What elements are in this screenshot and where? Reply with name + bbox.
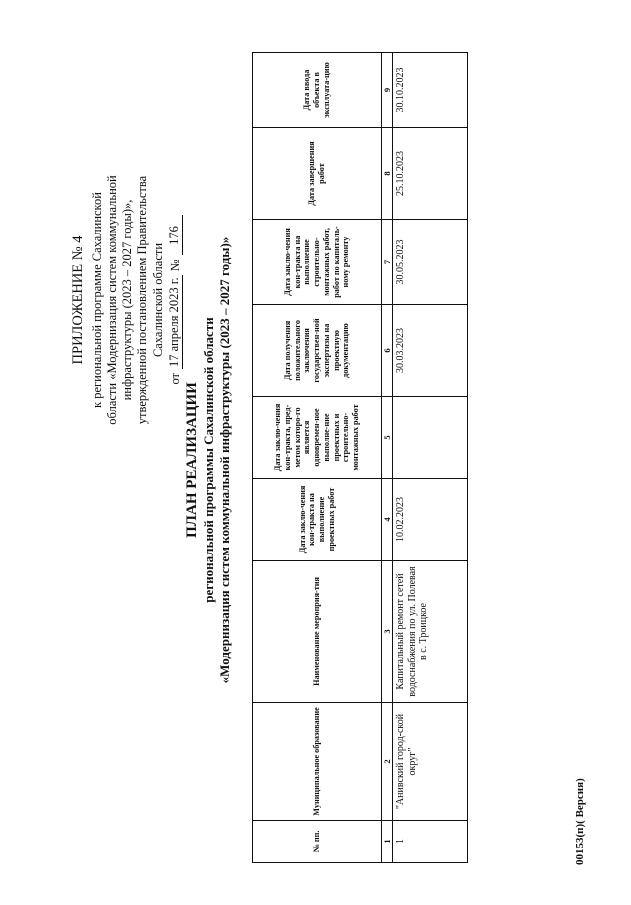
construction-contract-date-cell: 30.05.2023: [393, 220, 468, 305]
commissioning-date-cell: 30.10.2023: [393, 53, 468, 128]
column-number: 7: [382, 220, 393, 305]
header-cell: Муниципальное образование: [253, 703, 382, 821]
column-number: 5: [382, 397, 393, 479]
header-cell: Дата получения положительного заключения государствен-ной экспертизы на проектную документацию: [253, 305, 382, 397]
expertise-date-cell: 30.03.2023: [393, 305, 468, 397]
number-label: №: [167, 259, 182, 272]
decree-number: 176: [167, 215, 183, 255]
column-number: 4: [382, 479, 393, 561]
column-number-row: [382, 53, 393, 863]
table-row: [393, 53, 468, 863]
decree-date: 17 апреля 2023 г.: [167, 275, 183, 369]
row-number: 1: [393, 821, 468, 863]
implementation-plan-table: [252, 52, 468, 863]
header-cell: Дата заклю-чения кон-тракта, пред-метом которо-го является одновремен-ное выполне-ние проектных и строительно-монтажных работ: [253, 397, 382, 479]
appendix-block: [70, 175, 183, 425]
measure-name-cell: Капитальный ремонт сетей водоснабжения по ул. Полевая в с. Троицкое: [393, 561, 468, 703]
plan-title: [183, 165, 232, 755]
municipality-cell: "Анивский город-ской округ": [393, 703, 468, 821]
title-line-1: ПЛАН РЕАЛИЗАЦИИ: [184, 382, 200, 538]
document-code: 00153(п)( Версия): [574, 778, 586, 865]
title-line-2: региональной программы Сахалинской области: [201, 317, 216, 603]
header-cell: Дата заклю-чения кон-тракта на выполнение строительно-монтажных работ, работ по капиталь-ному ремонту: [253, 220, 382, 305]
combined-contract-date-cell: [393, 397, 468, 479]
appendix-body: к региональной программе Сахалинской области «Модернизация систем коммунальной инфраструктуры (2023 – 2027 годы)», утвержденной постановлением Правительства Сахалинской области: [89, 175, 165, 425]
appendix-heading: ПРИЛОЖЕНИЕ № 4: [70, 235, 86, 365]
title-line-3: «Модернизация систем коммунальной инфраструктуры (2023 – 2027 годы)»: [216, 236, 232, 684]
header-row: [253, 53, 382, 863]
column-number: 8: [382, 128, 393, 220]
column-number: 6: [382, 305, 393, 397]
completion-date-cell: 25.10.2023: [393, 128, 468, 220]
column-number: 9: [382, 53, 393, 128]
from-label: от: [167, 372, 182, 385]
header-cell: Дата ввода объекта в эксплуата-цию: [253, 53, 382, 128]
header-cell: Наименование мероприя-тия: [253, 561, 382, 703]
column-number: 3: [382, 561, 393, 703]
header-cell: № пп.: [253, 821, 382, 863]
design-contract-date-cell: 10.02.2023: [393, 479, 468, 561]
header-cell: Дата завершения работ: [253, 128, 382, 220]
column-number: 2: [382, 703, 393, 821]
decree-line: [167, 175, 183, 425]
column-number: 1: [382, 821, 393, 863]
header-cell: Дата заклю-чения кон-тракта на выполнение проектных работ: [253, 479, 382, 561]
